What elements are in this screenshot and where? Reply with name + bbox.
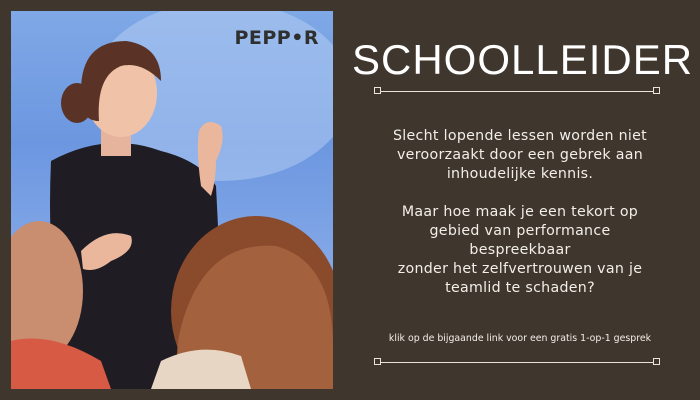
cta-link-text[interactable]: klik op de bijgaande link voor een gratis 1-op-1 gesprek xyxy=(388,333,652,344)
body-line: gebied van performance xyxy=(429,223,611,239)
body-line: bespreekbaar xyxy=(469,242,571,258)
body-line: zonder het zelfvertrouwen van je xyxy=(397,261,643,277)
divider-line xyxy=(380,91,654,92)
divider-bottom xyxy=(374,358,660,368)
divider-top xyxy=(374,87,660,97)
body-line: veroorzaakt door een gebrek aan xyxy=(396,147,644,163)
body-line: teamlid te schaden? xyxy=(445,280,595,296)
brand-logo: PEPP•R xyxy=(234,27,319,49)
divider-line xyxy=(380,362,654,363)
body-line: inhoudelijke kennis. xyxy=(446,166,594,182)
speaker-illustration xyxy=(11,11,333,389)
divider-square-right xyxy=(653,358,660,365)
body-line: Slecht lopende lessen worden niet xyxy=(392,128,648,144)
paragraph-gap xyxy=(355,184,685,203)
body-line: Maar hoe maak je een tekort op xyxy=(401,204,639,220)
speaker-photo xyxy=(11,11,333,389)
body-text xyxy=(355,127,685,298)
divider-square-right xyxy=(653,87,660,94)
page-title: SCHOOLLEIDER xyxy=(352,36,694,83)
